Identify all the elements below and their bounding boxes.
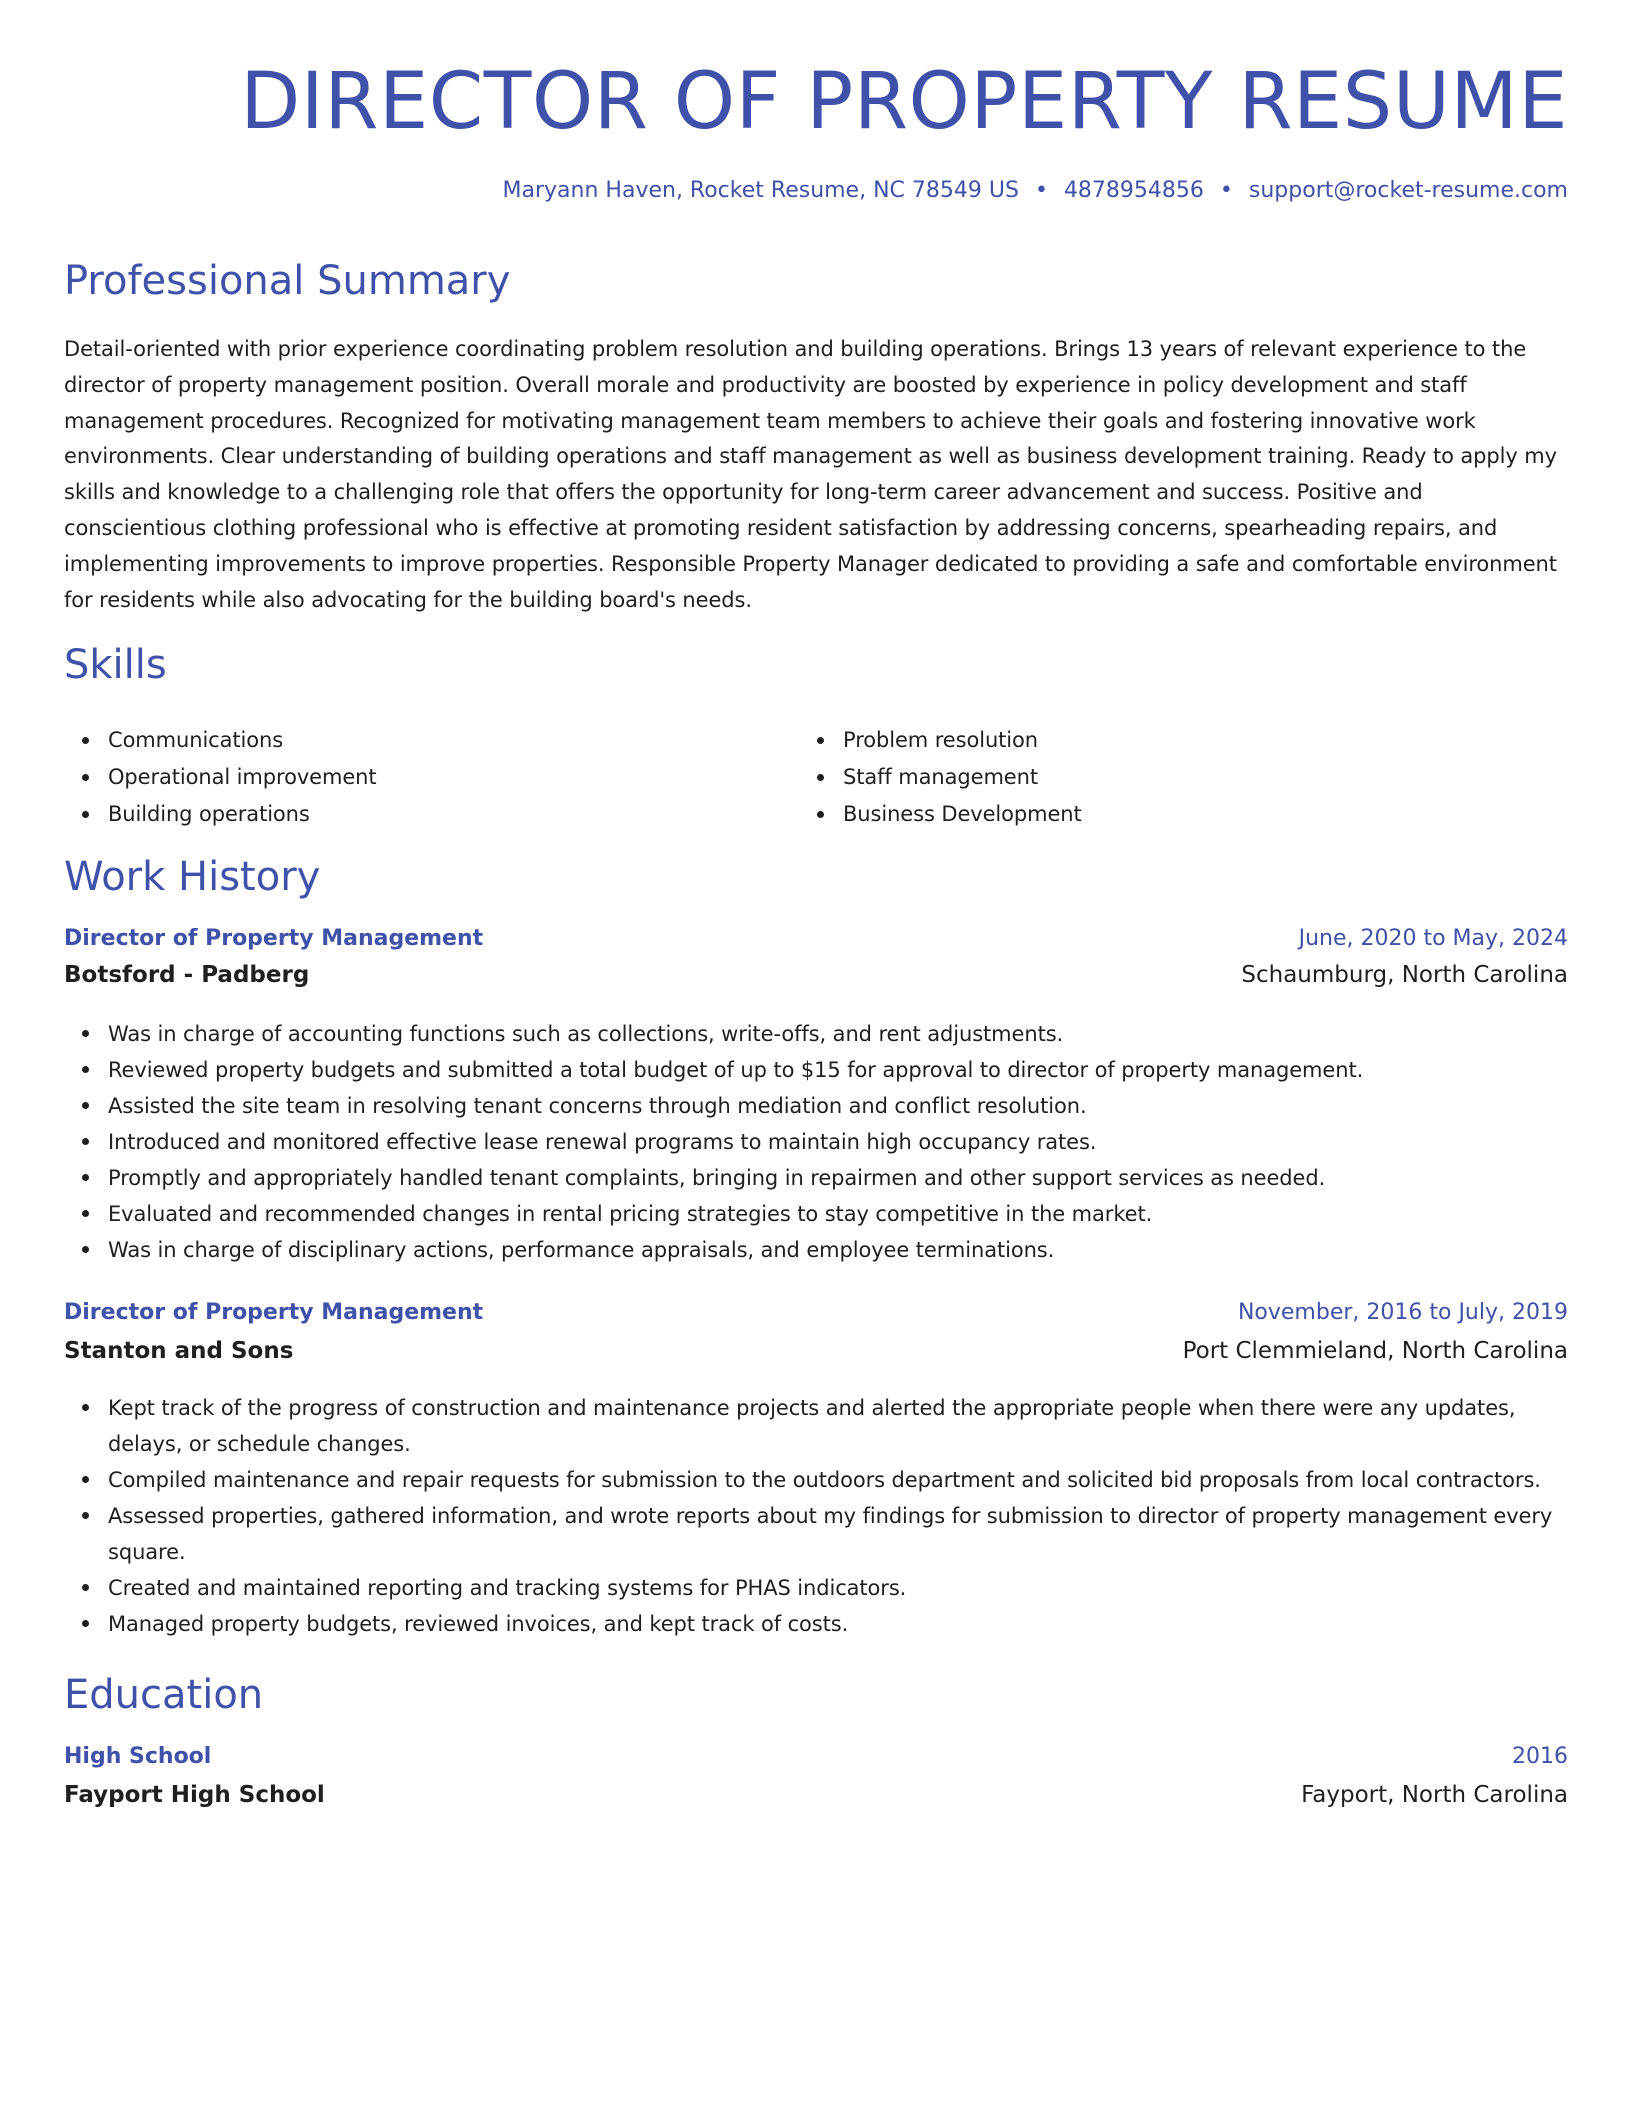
resume-title: DIRECTOR OF PROPERTY RESUME bbox=[240, 57, 1568, 147]
skills-list-right bbox=[799, 722, 1499, 833]
job-dates: June, 2020 to May, 2024 bbox=[1298, 926, 1568, 951]
job-duty: Compiled maintenance and repair requests for submission to the outdoors department and solicited bid proposals from local contractors. bbox=[64, 1462, 1568, 1498]
job-subheader bbox=[64, 1338, 1568, 1364]
school-name: Fayport High School bbox=[64, 1782, 325, 1808]
skills-list-left bbox=[64, 722, 764, 833]
contact-email: support@rocket-resume.com bbox=[1248, 178, 1568, 203]
education-subheader bbox=[64, 1782, 1568, 1808]
school-location: Fayport, North Carolina bbox=[1301, 1782, 1568, 1808]
company-name: Botsford - Padberg bbox=[64, 962, 310, 988]
skill-item: Staff management bbox=[799, 759, 1499, 796]
summary-heading: Professional Summary bbox=[64, 258, 511, 304]
graduation-year: 2016 bbox=[1512, 1744, 1568, 1769]
degree: High School bbox=[64, 1744, 212, 1769]
job-duty: Reviewed property budgets and submitted a total budget of up to $15 for approval to director of property management. bbox=[64, 1052, 1568, 1088]
job-subheader bbox=[64, 962, 1568, 988]
job-duty: Assessed properties, gathered information, and wrote reports about my findings for submission to director of property management every square. bbox=[64, 1498, 1568, 1570]
job-header bbox=[64, 926, 1568, 951]
contact-info bbox=[503, 178, 1568, 203]
skill-item: Communications bbox=[64, 722, 764, 759]
job-location: Schaumburg, North Carolina bbox=[1241, 962, 1568, 988]
job-dates: November, 2016 to July, 2019 bbox=[1237, 1300, 1568, 1325]
job-duty: Was in charge of accounting functions such as collections, write-offs, and rent adjustments. bbox=[64, 1016, 1568, 1052]
job-title: Director of Property Management bbox=[64, 926, 484, 951]
job-duty: Assisted the site team in resolving tenant concerns through mediation and conflict resolution. bbox=[64, 1088, 1568, 1124]
contact-separator: • bbox=[1034, 178, 1048, 203]
job-duty: Evaluated and recommended changes in rental pricing strategies to stay competitive in the market. bbox=[64, 1196, 1568, 1232]
company-name: Stanton and Sons bbox=[64, 1338, 294, 1364]
job-duty: Created and maintained reporting and tracking systems for PHAS indicators. bbox=[64, 1570, 1568, 1606]
job-duty: Kept track of the progress of construction and maintenance projects and alerted the appropriate people when there were any updates, delays, or schedule changes. bbox=[64, 1390, 1568, 1462]
job-title: Director of Property Management bbox=[64, 1300, 484, 1325]
contact-address: Maryann Haven, Rocket Resume, NC 78549 US bbox=[502, 178, 1019, 203]
contact-phone: 4878954856 bbox=[1063, 178, 1204, 203]
job-duty: Promptly and appropriately handled tenant complaints, bringing in repairmen and other support services as needed. bbox=[64, 1160, 1568, 1196]
work-history-heading: Work History bbox=[64, 854, 321, 900]
skill-item: Business Development bbox=[799, 796, 1499, 833]
job-location: Port Clemmieland, North Carolina bbox=[1182, 1338, 1568, 1364]
education-heading: Education bbox=[64, 1672, 264, 1718]
job-duty: Was in charge of disciplinary actions, performance appraisals, and employee terminations. bbox=[64, 1232, 1568, 1268]
skill-item: Operational improvement bbox=[64, 759, 764, 796]
job-duty: Introduced and monitored effective lease renewal programs to maintain high occupancy rates. bbox=[64, 1124, 1568, 1160]
job-duties-list bbox=[64, 1016, 1568, 1268]
summary-text: Detail-oriented with prior experience coordinating problem resolution and building operations. Brings 13 years of relevant experience to the director of property management position. Overall morale and productivity are boosted by experience in policy development and staff management procedures. Recognized for motivating management team members to achieve their goals and fostering innovative work environments. Clear understanding of building operations and staff management as well as business development training. Ready to apply my skills and knowledge to a challenging role that offers the opportunity for long-term career advancement and success. Positive and conscientious clothing professional who is effective at promoting resident satisfaction by addressing concerns, spearheading repairs, and implementing improvements to improve properties. Responsible Property Manager dedicated to providing a safe and comfortable environment for residents while also advocating for the building board's needs. bbox=[64, 337, 1557, 612]
job-header bbox=[64, 1300, 1568, 1325]
education-header bbox=[64, 1744, 1568, 1769]
job-duties-list bbox=[64, 1390, 1568, 1642]
contact-separator: • bbox=[1219, 178, 1233, 203]
skill-item: Building operations bbox=[64, 796, 764, 833]
skills-heading: Skills bbox=[64, 642, 167, 688]
skill-item: Problem resolution bbox=[799, 722, 1499, 759]
job-duty: Managed property budgets, reviewed invoices, and kept track of costs. bbox=[64, 1606, 1568, 1642]
